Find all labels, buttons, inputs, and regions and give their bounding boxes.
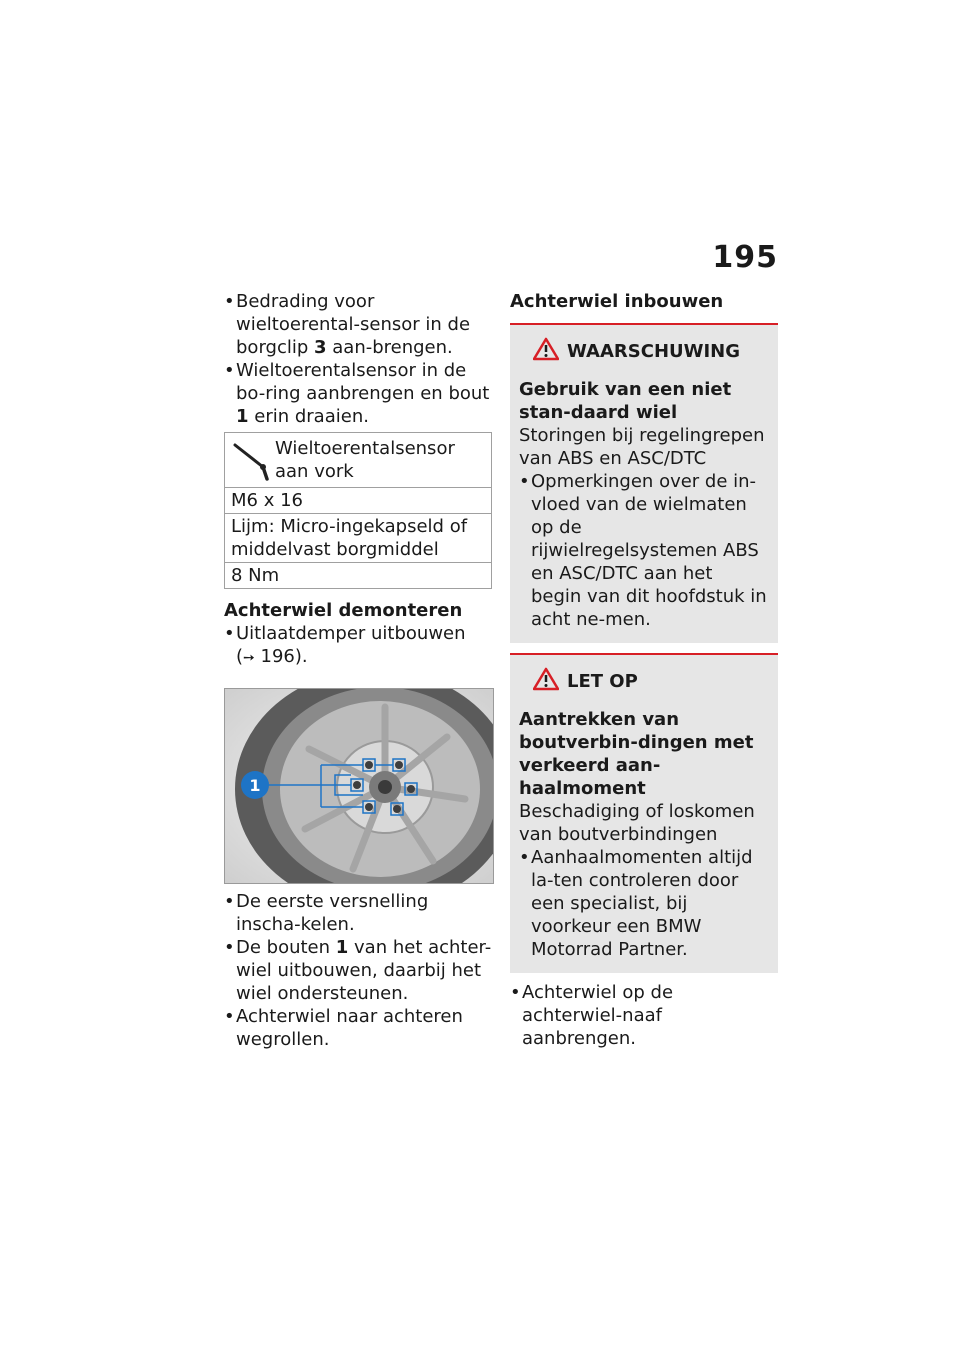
right-column: [510, 290, 778, 1050]
list-item: • Achterwiel op de achterwiel-naaf aanbrengen.: [510, 982, 674, 1049]
list-item: • De eerste versnelling inscha-kelen.: [224, 891, 429, 935]
page-number: 195: [712, 240, 778, 275]
spec-glue: Lijm: Micro-ingekapseld of middelvast borgmiddel: [224, 514, 492, 563]
spec-header-row: [224, 433, 492, 488]
warning-title: WAARSCHUWING: [519, 337, 768, 366]
list-item: • Uitlaatdemper uitbouwen (➙ 196).: [224, 623, 466, 667]
left-column: [224, 290, 492, 1051]
torque-spec-table: [224, 432, 492, 589]
bullet-dot-icon: •: [519, 847, 530, 868]
list-item: • Achterwiel naar achteren wegrollen.: [224, 1006, 463, 1050]
spec-title: Wieltoerentalsensor aan vork: [275, 438, 455, 482]
list-item: • Opmerkingen over de in-vloed van de wielmaten op de rijwielregelsystemen ABS en ASC/DTC aan het begin van dit hoofdstuk in acht ne-men.: [519, 471, 767, 630]
bullet-dot-icon: •: [224, 623, 235, 644]
spec-torque: 8 Nm: [224, 563, 492, 589]
notice-title: LET OP: [519, 667, 768, 696]
bullet-dot-icon: •: [519, 471, 530, 492]
warning-triangle-icon: [533, 337, 559, 366]
notice-heading: Aantrekken van boutverbin-dingen met verkeerd aan-haalmoment: [519, 709, 754, 799]
notice-text: Beschadiging of loskomen van boutverbindingen: [519, 801, 755, 845]
list-item: • Bedrading voor wieltoerental-sensor in de borgclip 3 aan-brengen.: [224, 291, 471, 358]
list-item: • Wieltoerentalsensor in de bo-ring aanbrengen en bout 1 erin draaien.: [224, 360, 490, 427]
bullet-dot-icon: •: [224, 891, 235, 912]
bullet-dot-icon: •: [510, 982, 521, 1003]
list-item: • De bouten 1 van het achter-wiel uitbouwen, daarbij het wiel ondersteunen.: [224, 937, 492, 1004]
page-ref-arrow-icon: ➙: [243, 650, 255, 666]
warning-text: Storingen bij regelingrepen van ABS en ASC/DTC: [519, 425, 765, 469]
section-heading-dismount: Achterwiel demonteren: [224, 600, 463, 621]
bullet-dot-icon: •: [224, 937, 235, 958]
section-heading-mount: Achterwiel inbouwen: [510, 291, 724, 312]
bullet-dot-icon: •: [224, 291, 235, 312]
page-reference-link[interactable]: 196).: [260, 646, 308, 667]
warning-heading: Gebruik van een niet stan-daard wiel: [519, 379, 732, 423]
torque-wrench-icon: [231, 437, 275, 483]
photo-callout-number: 1: [249, 776, 261, 795]
spec-size: M6 x 16: [224, 488, 492, 514]
rear-wheel-photo: [224, 688, 494, 884]
bullet-dot-icon: •: [224, 1006, 235, 1027]
warning-triangle-icon: [533, 667, 559, 696]
warning-box: [510, 323, 778, 643]
bullet-dot-icon: •: [224, 360, 235, 381]
notice-box: [510, 653, 778, 973]
list-item: • Aanhaalmomenten altijd la-ten controleren door een specialist, bij voorkeur een BMW Motorrad Partner.: [519, 847, 753, 960]
